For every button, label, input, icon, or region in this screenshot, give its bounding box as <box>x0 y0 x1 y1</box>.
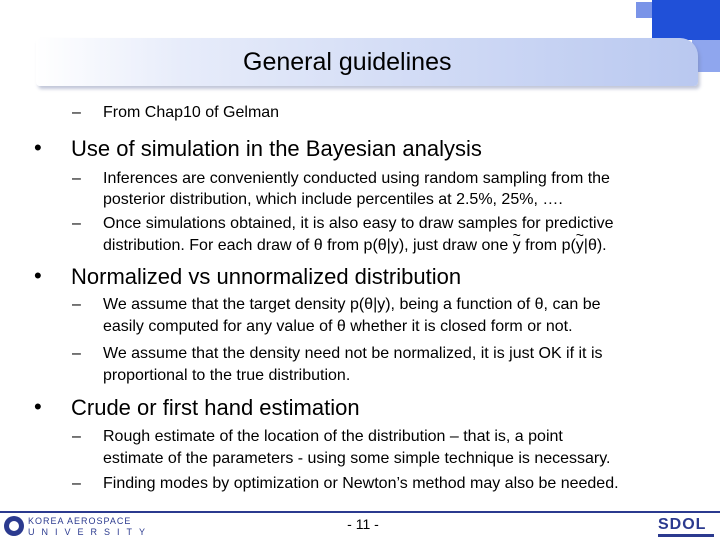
sub-item-line: Inferences are conveniently conducted using random sampling from the <box>103 170 610 187</box>
sub-item-line: estimate of the parameters - using some simple technique is necessary. <box>103 450 611 467</box>
lab-logo-underline <box>658 534 714 537</box>
lab-logo: SDOL <box>658 516 707 533</box>
y-tilde-symbol: ~ y <box>576 235 584 256</box>
sub-item-line: We assume that the target density p(θ|y), being a function of θ, can be <box>103 296 601 313</box>
bullet-marker: • <box>34 263 42 288</box>
university-emblem-icon <box>4 516 24 536</box>
sub-item-line: posterior distribution, which include percentiles at 2.5%, 25%, …. <box>103 191 563 208</box>
bullet-marker: • <box>34 394 42 419</box>
dash-marker: – <box>72 104 81 121</box>
page-number: - 11 - <box>347 516 379 532</box>
university-name-sub: UNIVERSITY <box>28 527 153 537</box>
sub-item-line: We assume that the density need not be normalized, it is just OK if it is <box>103 345 603 362</box>
predictive-text-a: distribution. For each draw of θ from p(θ|y), just draw one <box>103 237 513 254</box>
dash-marker: – <box>72 170 81 187</box>
sub-item-line: Once simulations obtained, it is also easy to draw samples for predictive <box>103 215 614 232</box>
sub-item-line: Finding modes by optimization or Newton’s method may also be needed. <box>103 475 619 492</box>
dash-marker: – <box>72 296 81 313</box>
dash-marker: – <box>72 475 81 492</box>
intro-item-text: From Chap10 of Gelman <box>103 104 280 121</box>
corner-decoration <box>652 0 720 40</box>
corner-decoration <box>636 2 652 18</box>
university-name: KOREA AEROSPACE <box>28 516 132 526</box>
predictive-text-c: |θ). <box>583 237 607 254</box>
sub-item-line: easily computed for any value of θ whether it is closed form or not. <box>103 318 573 335</box>
predictive-text-b: from p( <box>520 237 576 254</box>
sub-item-line: proportional to the true distribution. <box>103 367 351 384</box>
dash-marker: – <box>72 345 81 362</box>
slide-title: General guidelines <box>243 48 452 76</box>
y-tilde-symbol: ~ y <box>513 235 521 256</box>
sub-item-line: Rough estimate of the location of the distribution – that is, a point <box>103 428 563 445</box>
bullet-marker: • <box>34 135 42 160</box>
section-heading-text: Use of simulation in the Bayesian analysis <box>71 136 482 161</box>
sub-item-line <box>103 235 607 256</box>
section-heading-text: Crude or first hand estimation <box>71 395 360 420</box>
dash-marker: – <box>72 428 81 445</box>
dash-marker: – <box>72 215 81 232</box>
section-heading-text: Normalized vs unnormalized distribution <box>71 264 462 289</box>
